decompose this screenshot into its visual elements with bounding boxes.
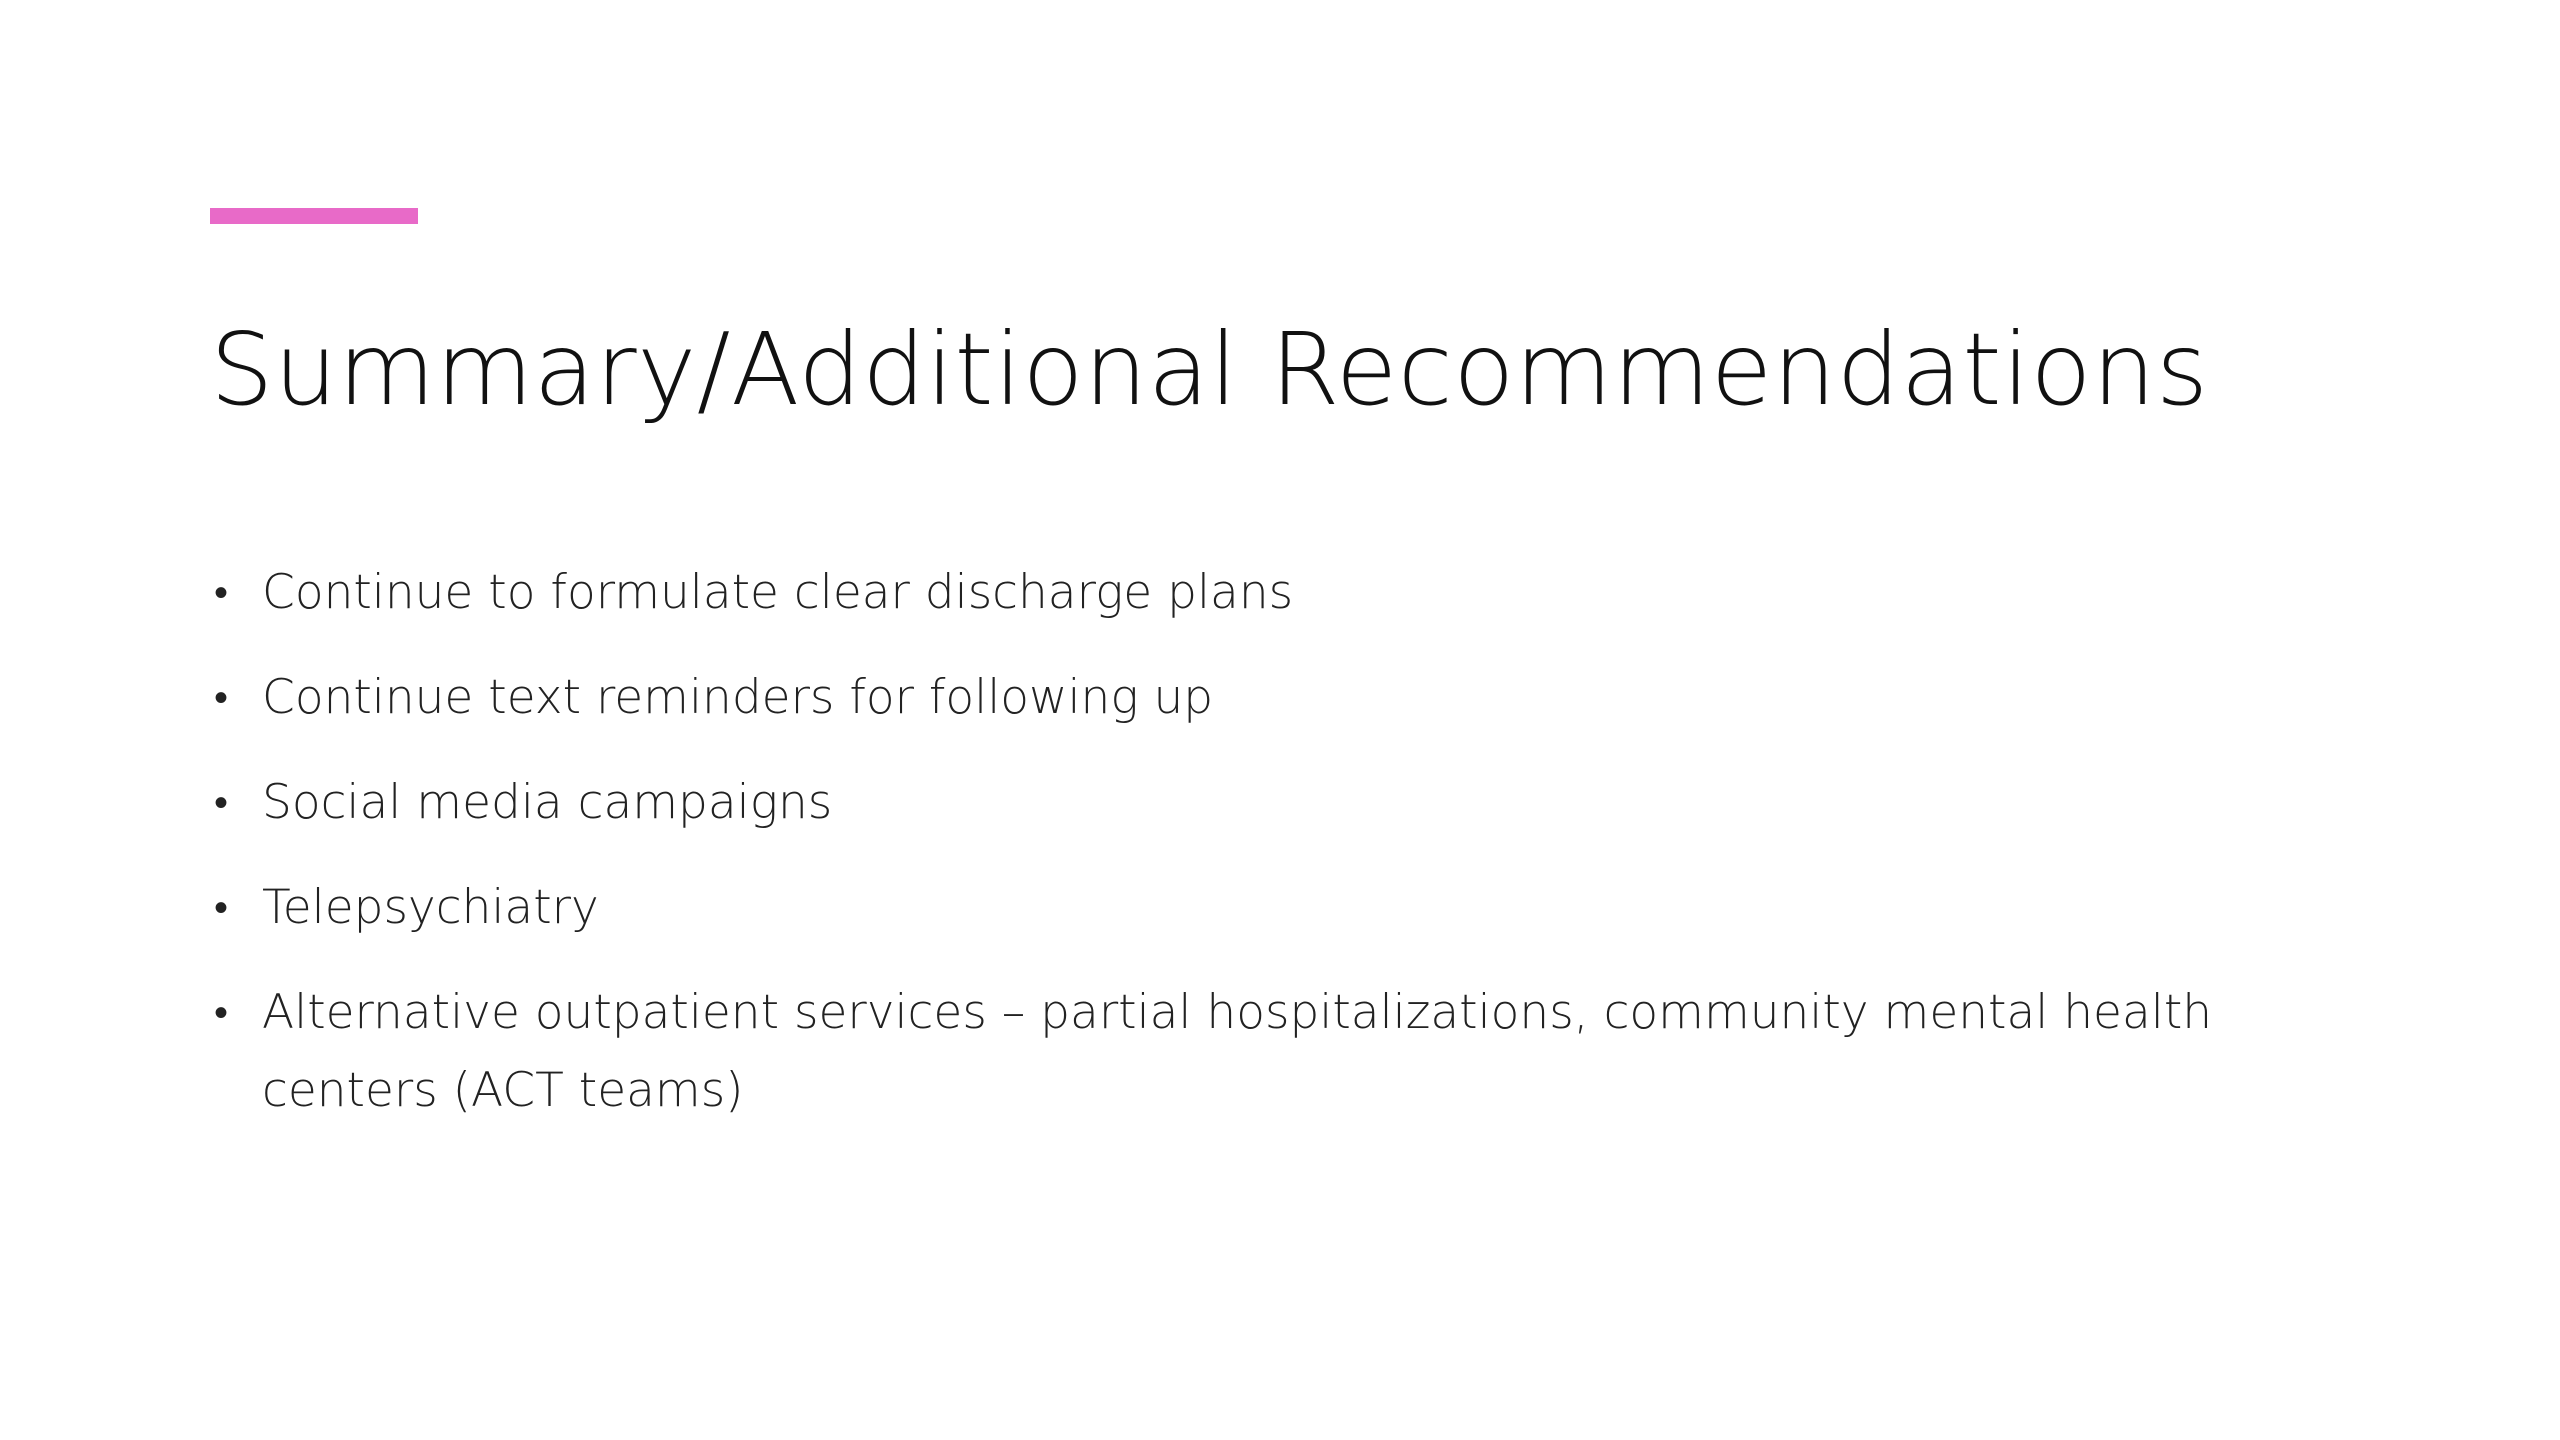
bullet-item	[210, 974, 2310, 1130]
bullet-icon: •	[214, 570, 229, 616]
title-accent-bar	[210, 208, 418, 224]
bullet-item	[210, 659, 2310, 737]
bullet-item	[210, 764, 2310, 842]
bullet-text: Social media campaigns	[262, 775, 833, 830]
bullet-icon: •	[214, 675, 229, 721]
bullet-item	[210, 869, 2310, 947]
bullet-icon: •	[214, 780, 229, 826]
bullet-text: Alternative outpatient services – partial hospitalizations, community mental health centers (ACT teams)	[262, 985, 2213, 1118]
bullet-text: Telepsychiatry	[262, 880, 599, 935]
bullet-list	[210, 554, 2310, 1157]
bullet-item	[210, 554, 2310, 632]
slide-title: Summary/Additional Recommendations	[210, 311, 2209, 428]
bullet-icon: •	[214, 885, 229, 931]
bullet-icon: •	[214, 990, 229, 1036]
bullet-text: Continue to formulate clear discharge plans	[262, 565, 1294, 620]
bullet-text: Continue text reminders for following up	[262, 670, 1214, 725]
